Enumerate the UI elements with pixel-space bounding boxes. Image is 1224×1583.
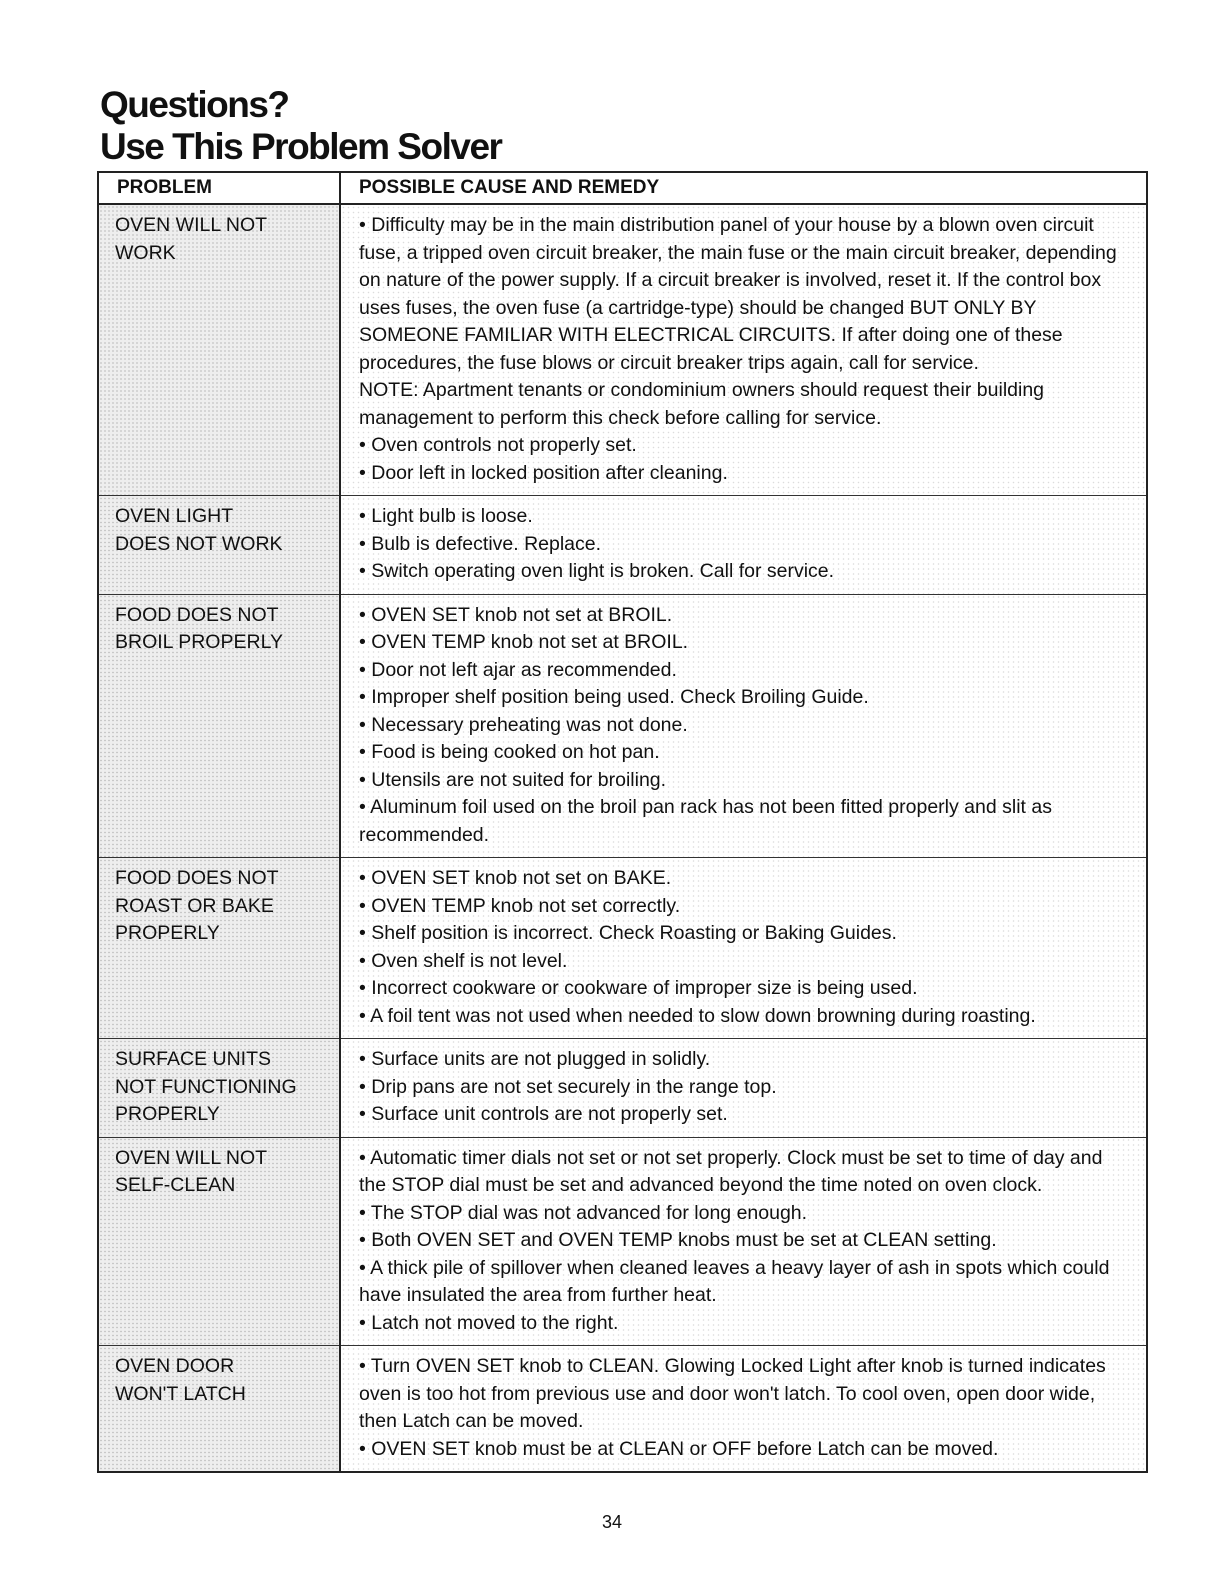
problem-line: NOT FUNCTIONING: [115, 1075, 297, 1098]
remedy-item: • Drip pans are not set securely in the range top.: [359, 1074, 1134, 1102]
title-line-2: Use This Problem Solver: [100, 126, 502, 167]
table-row: [98, 1137, 1147, 1346]
remedy-item: • Turn OVEN SET knob to CLEAN. Glowing Locked Light after knob is turned indicates oven is too hot from previous use and door won't latch. To cool oven, open door wide, then Latch can be moved.: [359, 1353, 1134, 1436]
table-row: [98, 204, 1147, 496]
problem-line: PROPERLY: [115, 1103, 220, 1125]
remedy-item: • OVEN SET knob not set on BAKE.: [359, 865, 1134, 893]
problem-line: ROAST OR BAKE: [115, 894, 274, 917]
remedy-item: • Light bulb is loose.: [359, 503, 1134, 531]
table-row: [98, 1346, 1147, 1473]
table-row: [98, 1039, 1147, 1138]
problem-cell: [98, 594, 340, 858]
table-row: [98, 496, 1147, 595]
remedy-item: • Automatic timer dials not set or not set properly. Clock must be set to time of day and the STOP dial must be set and advanced beyond the time noted on oven clock.: [359, 1145, 1134, 1200]
remedy-item: • Bulb is defective. Replace.: [359, 531, 1134, 559]
remedy-item: • Shelf position is incorrect. Check Roasting or Baking Guides.: [359, 920, 1134, 948]
problem-line: OVEN WILL NOT: [115, 214, 268, 236]
remedy-cell: [340, 204, 1147, 496]
page-number: 34: [601, 1512, 623, 1532]
problem-line: OVEN WILL NOT: [115, 1146, 268, 1169]
remedy-item: • Both OVEN SET and OVEN TEMP knobs must be set at CLEAN setting.: [359, 1227, 1134, 1255]
remedy-item: • Switch operating oven light is broken. Call for service.: [359, 558, 1134, 586]
remedy-item: • The STOP dial was not advanced for long enough.: [359, 1200, 1134, 1228]
remedy-item: • Food is being cooked on hot pan.: [359, 739, 1134, 767]
remedy-item: • Latch not moved to the right.: [359, 1310, 1134, 1338]
problem-cell: [98, 1346, 340, 1473]
remedy-item: • Door not left ajar as recommended.: [359, 657, 1134, 685]
remedy-item: • Difficulty may be in the main distribution panel of your house by a blown oven circuit fuse, a tripped oven circuit breaker, the main fuse or the main circuit breaker, depending on nature of the power supply. If a circuit breaker is involved, reset it. If the control box uses fuses, the oven fuse (a cartridge-type) should be changed BUT ONLY BY SOMEONE FAMILIAR WITH ELECTRICAL CIRCUITS. If after doing one of these procedures, the fuse blows or circuit breaker trips again, call for service.: [359, 212, 1134, 377]
remedy-item: • OVEN TEMP knob not set at BROIL.: [359, 629, 1134, 657]
remedy-cell: [340, 858, 1147, 1039]
table-row: [98, 594, 1147, 858]
remedy-cell: [340, 594, 1147, 858]
problem-line: WON'T LATCH: [115, 1382, 246, 1405]
remedy-item: • OVEN SET knob must be at CLEAN or OFF before Latch can be moved.: [359, 1436, 1134, 1464]
problem-line: BROIL PROPERLY: [115, 631, 283, 653]
problem-cell: [98, 496, 340, 595]
problem-line: SURFACE UNITS: [115, 1048, 272, 1070]
table-body: [98, 204, 1147, 1472]
problem-line: FOOD DOES NOT: [115, 603, 279, 626]
problem-cell: [98, 1039, 340, 1138]
problem-solver-table: [97, 171, 1148, 1473]
remedy-cell: [340, 1039, 1147, 1138]
problem-line: SELF-CLEAN: [115, 1174, 236, 1196]
remedy-item: • Door left in locked position after cleaning.: [359, 460, 1134, 488]
remedy-item: • Aluminum foil used on the broil pan rack has not been fitted properly and slit as recommended.: [359, 794, 1134, 849]
remedy-cell: [340, 1137, 1147, 1346]
problem-line: WORK: [115, 241, 176, 264]
remedy-item: • A thick pile of spillover when cleaned leaves a heavy layer of ash in spots which could have insulated the area from further heat.: [359, 1255, 1134, 1310]
page-title: [100, 84, 501, 168]
remedy-cell: [340, 496, 1147, 595]
remedy-item: • Utensils are not suited for broiling.: [359, 767, 1134, 795]
problem-line: PROPERLY: [115, 922, 220, 944]
remedy-item: • Oven shelf is not level.: [359, 948, 1134, 976]
remedy-item: • Surface unit controls are not properly set.: [359, 1101, 1134, 1129]
table-row: [98, 858, 1147, 1039]
problem-cell: [98, 204, 340, 496]
title-line-1: Questions?: [100, 84, 289, 125]
remedy-column-header: POSSIBLE CAUSE AND REMEDY: [340, 172, 1147, 204]
problem-column-header: PROBLEM: [98, 172, 340, 204]
remedy-item: • Necessary preheating was not done.: [359, 712, 1134, 740]
remedy-item: • Incorrect cookware or cookware of improper size is being used.: [359, 975, 1134, 1003]
problem-line: OVEN DOOR: [115, 1355, 235, 1377]
problem-cell: [98, 1137, 340, 1346]
problem-line: DOES NOT WORK: [115, 532, 283, 555]
remedy-item: • OVEN SET knob not set at BROIL.: [359, 602, 1134, 630]
remedy-item: • Oven controls not properly set.: [359, 432, 1134, 460]
remedy-item: • A foil tent was not used when needed to slow down browning during roasting.: [359, 1003, 1134, 1031]
problem-cell: [98, 858, 340, 1039]
remedy-item: • OVEN TEMP knob not set correctly.: [359, 893, 1134, 921]
remedy-item: • Improper shelf position being used. Check Broiling Guide.: [359, 684, 1134, 712]
table-header-row: [98, 172, 1147, 204]
problem-line: FOOD DOES NOT: [115, 867, 279, 889]
problem-line: OVEN LIGHT: [115, 505, 234, 527]
remedy-cell: [340, 1346, 1147, 1473]
remedy-item: NOTE: Apartment tenants or condominium owners should request their building management to perform this check before calling for service.: [359, 379, 1045, 429]
remedy-item: • Surface units are not plugged in solidly.: [359, 1046, 1134, 1074]
